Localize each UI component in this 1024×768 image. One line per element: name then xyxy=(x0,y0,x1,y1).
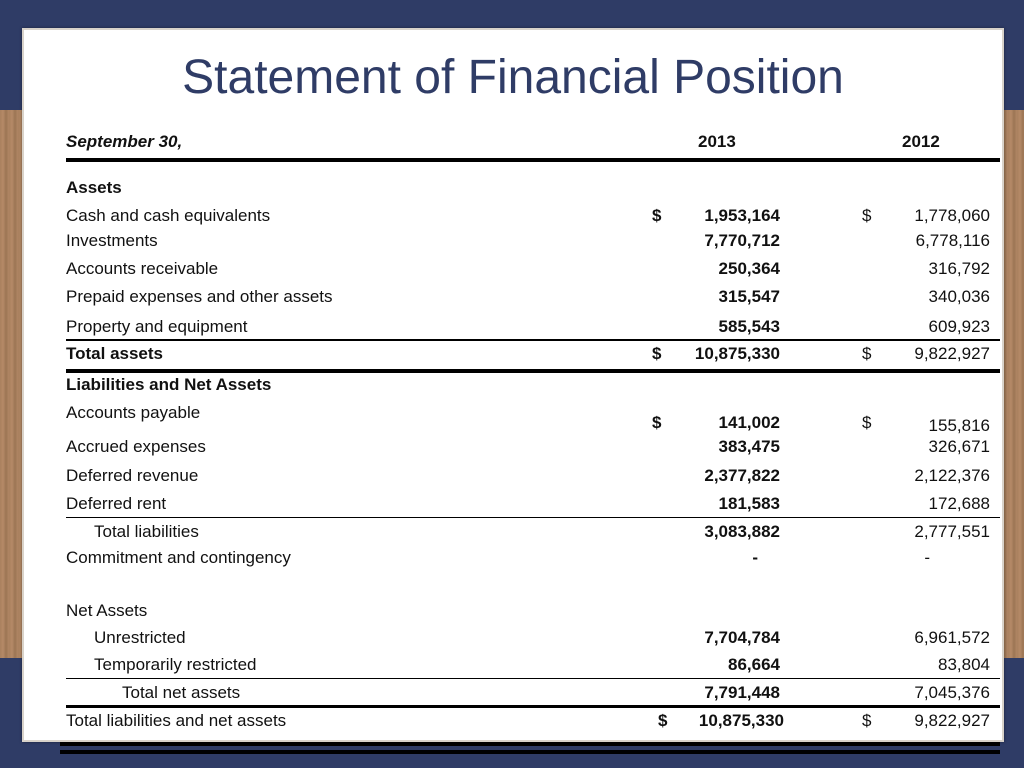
table-row: Deferred revenue 2,377,822 2,122,376 xyxy=(66,466,990,485)
slide xyxy=(22,28,1004,742)
header-rule xyxy=(66,158,1000,162)
rule-total-liab-net xyxy=(66,705,1000,708)
table-row: Deferred rent 181,583 172,688 xyxy=(66,494,990,513)
table-row: Accounts receivable 250,364 316,792 xyxy=(66,259,990,278)
section-heading-liabilities: Liabilities and Net Assets xyxy=(66,375,272,394)
table-row: Investments 7,770,712 6,778,116 xyxy=(66,231,990,250)
financial-statement-table xyxy=(66,130,1002,750)
table-row: Unrestricted 7,704,784 6,961,572 xyxy=(94,628,990,647)
rule-after-assets xyxy=(66,369,1000,373)
rule-total-net-assets xyxy=(66,678,1000,679)
rule-total-liabilities xyxy=(66,517,1000,518)
rule-total-assets xyxy=(66,339,1000,341)
table-row: Commitment and contingency - - xyxy=(66,548,930,567)
year-2013-header: 2013 xyxy=(698,132,736,151)
total-net-assets-row: Total net assets 7,791,448 7,045,376 xyxy=(122,683,990,702)
table-row-values: $ 141,002 $ 155,816 xyxy=(652,413,990,435)
section-heading-assets: Assets xyxy=(66,178,122,197)
slide-title: Statement of Financial Position xyxy=(182,51,844,104)
table-row: Property and equipment 585,543 609,923 xyxy=(66,317,990,336)
double-rule-bottom xyxy=(60,750,1000,754)
table-row: Accrued expenses 383,475 326,671 xyxy=(66,437,990,456)
table-header-row xyxy=(66,132,1002,156)
total-assets-row: Total assets $ 10,875,330 $ 9,822,927 xyxy=(66,344,990,363)
table-row: Temporarily restricted 86,664 83,804 xyxy=(94,655,990,674)
total-liabilities-net-assets-row: Total liabilities and net assets $ 10,875,330 $ 9,822,927 xyxy=(66,711,990,730)
year-2012-header: 2012 xyxy=(902,132,940,151)
table-row: Cash and cash equivalents $ 1,953,164 $ 1,778,060 xyxy=(66,206,990,225)
total-liabilities-row: Total liabilities 3,083,882 2,777,551 xyxy=(94,522,990,541)
table-row: Prepaid expenses and other assets 315,547 340,036 xyxy=(66,287,990,306)
date-label: September 30, xyxy=(66,132,183,151)
table-row: Accounts payable xyxy=(66,403,201,422)
section-heading-net-assets: Net Assets xyxy=(66,601,148,620)
double-rule-top xyxy=(60,742,1000,746)
